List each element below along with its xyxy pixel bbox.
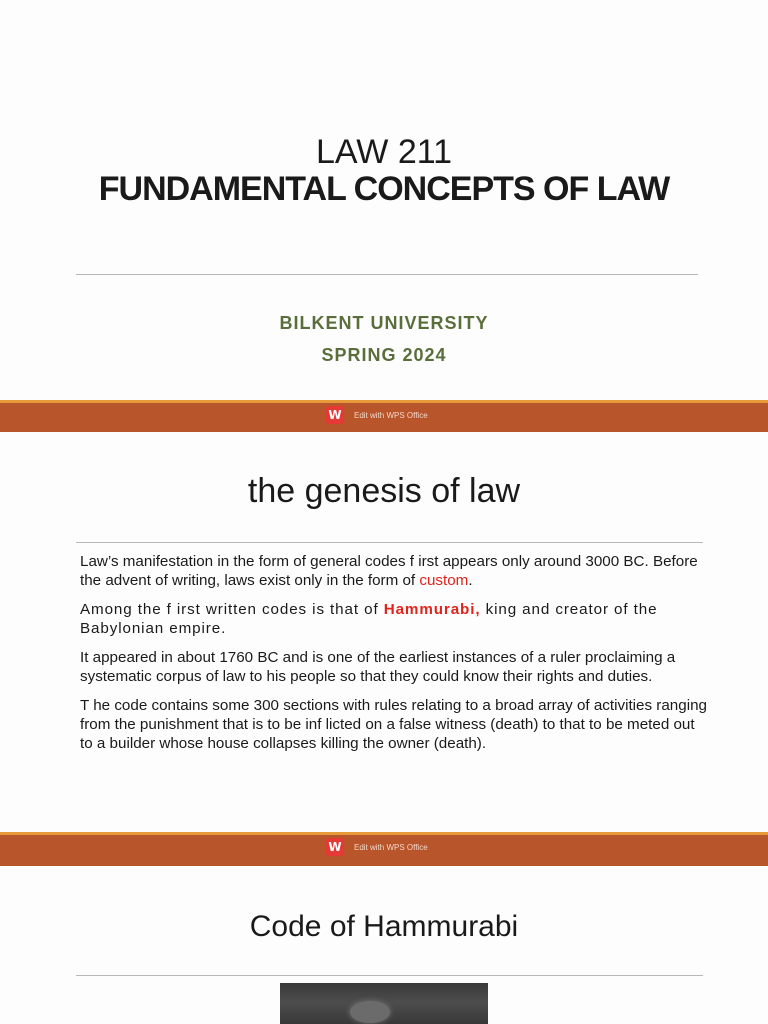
paragraph-text: .: [468, 572, 473, 589]
page-separator-band: [0, 832, 768, 866]
genesis-slide: [0, 432, 768, 832]
hammurabi-slide: [0, 866, 768, 1024]
wps-edit-label: Edit with WPS Office: [354, 842, 428, 852]
title-divider: [76, 274, 698, 275]
stele-relief: [350, 1001, 390, 1023]
wps-logo-icon: W: [326, 838, 344, 856]
paragraph-text: king and creator of the Babylonian empire.: [80, 601, 658, 637]
page-separator-band: [0, 400, 768, 432]
term-label: SPRING 2024: [321, 345, 447, 365]
slide-body: [80, 552, 710, 763]
hammurabi-stele-image: [280, 983, 488, 1024]
wps-edit-label: Edit with WPS Office: [354, 410, 428, 420]
wps-edit-link[interactable]: [326, 403, 428, 423]
course-name: FUNDAMENTAL CONCEPTS OF LAW: [98, 170, 670, 208]
title-slide: [0, 0, 768, 400]
university-name: BILKENT UNIVERSITY: [279, 313, 489, 333]
slide-title: Code of Hammurabi: [249, 910, 519, 943]
paragraph-3: It appeared in about 1760 BC and is one of the earliest instances of a ruler proclaiming a systematic corpus of law to his people so that they could know their rights and duties.: [80, 649, 676, 685]
title-divider: [76, 975, 703, 976]
custom-highlight: custom: [419, 572, 469, 589]
paragraph-2: [80, 600, 710, 638]
slide-title: the genesis of law: [247, 472, 521, 510]
wps-edit-link[interactable]: [326, 835, 428, 855]
paragraph-4: T he code contains some 300 sections with rules relating to a broad array of activities ranging from the punishment that is to be inf licted on a false witness (death) to that to be meted out to a builder whose house collapses killing the owner (death).: [80, 697, 707, 752]
paragraph-1: [80, 552, 710, 590]
paragraph-text: Among the f irst written codes is that of: [80, 601, 384, 618]
wps-logo-icon: W: [326, 406, 344, 424]
hammurabi-highlight: Hammurabi,: [383, 601, 481, 618]
course-code: LAW 211: [315, 133, 453, 171]
title-divider: [76, 542, 703, 543]
paragraph-text: Law’s manifestation in the form of general codes f irst appears only around 3000 BC. Before the advent of writing, laws exist only in the form of: [80, 553, 698, 589]
